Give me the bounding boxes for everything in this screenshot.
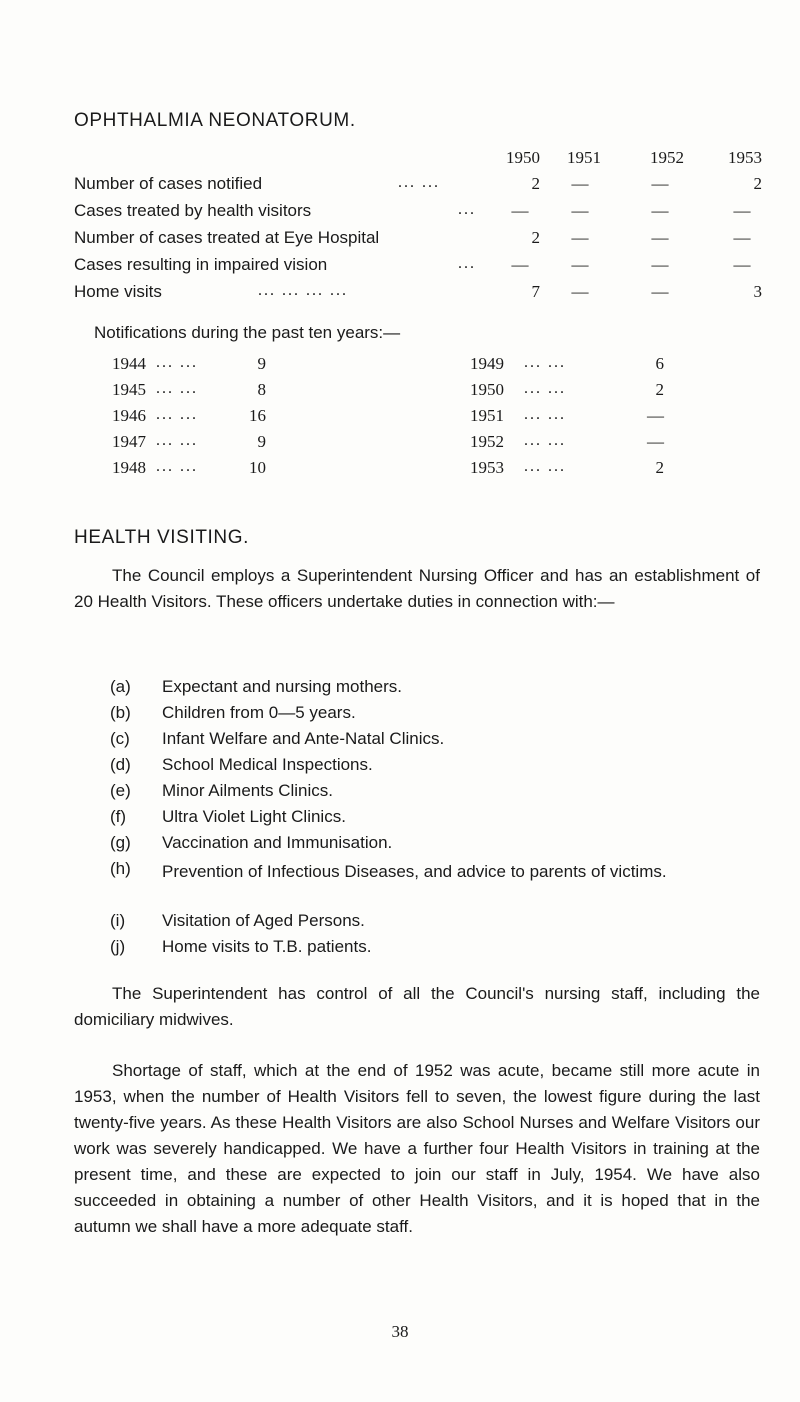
value-1950: —: [511, 201, 529, 220]
notification-year: 1951: [470, 406, 504, 425]
dot-leader: ... ...: [524, 458, 566, 475]
row-label: Cases resulting in impaired vision: [74, 255, 328, 274]
notification-year: 1946: [112, 406, 146, 425]
item-text: Children from 0—5 years.: [162, 703, 356, 722]
value-1952: —: [651, 201, 669, 220]
dot-leader: ... ...: [156, 354, 198, 371]
item-text: Visitation of Aged Persons.: [162, 911, 365, 930]
value-1951: —: [571, 255, 589, 274]
item-letter: (f): [110, 807, 127, 826]
notification-count: 8: [257, 380, 266, 399]
row-label: Cases treated by health visitors: [74, 201, 312, 220]
item-text: School Medical Inspections.: [162, 755, 373, 774]
notification-count: 16: [249, 406, 266, 425]
notification-count: 6: [655, 354, 664, 373]
row-label: Number of cases treated at Eye Hospital: [74, 228, 380, 247]
dot-leader: ... ...: [524, 354, 566, 371]
notification-year: 1947: [112, 432, 146, 451]
item-text: Minor Ailments Clinics.: [162, 781, 333, 800]
value-1951: —: [571, 201, 589, 220]
value-1952: —: [651, 282, 669, 301]
dot-leader: ... ...: [156, 458, 198, 475]
notification-year: 1949: [470, 354, 504, 373]
intro-paragraph: The Council employs a Superintendent Nursing Officer and has an establishment of 20 Health Visitors. These officers undertake duties in connection with:—: [74, 566, 760, 611]
notification-year: 1945: [112, 380, 146, 399]
notification-year: 1953: [470, 458, 504, 477]
item-text: Prevention of Infectious Diseases, and advice to parents of victims.: [162, 862, 667, 881]
year-header: 1950: [506, 148, 540, 167]
year-header: 1953: [728, 148, 762, 167]
page-number: 38: [391, 1322, 409, 1341]
section-title-health-visiting: HEALTH VISITING.: [74, 527, 249, 548]
control-paragraph: The Superintendent has control of all the Council's nursing staff, including the domiciliary midwives.: [74, 984, 760, 1029]
notification-count: —: [647, 406, 664, 425]
value-1952: —: [651, 255, 669, 274]
item-text: Ultra Violet Light Clinics.: [162, 807, 346, 826]
value-1950: 2: [531, 228, 540, 247]
dot-leader: ... ... ... ...: [258, 282, 348, 299]
value-1951: —: [571, 282, 589, 301]
item-letter: (d): [110, 755, 131, 774]
notification-year: 1950: [470, 380, 504, 399]
dot-leader: ... ...: [156, 432, 198, 449]
notification-count: 9: [257, 354, 266, 373]
item-letter: (i): [110, 911, 126, 930]
item-text: Vaccination and Immunisation.: [162, 833, 393, 852]
notification-year: 1952: [470, 432, 504, 451]
value-1952: —: [651, 228, 669, 247]
notification-count: —: [647, 432, 664, 451]
notifications-heading: Notifications during the past ten years:—: [94, 323, 401, 342]
value-1950: 2: [531, 174, 540, 193]
dot-leader: ... ...: [524, 406, 566, 423]
item-letter: (a): [110, 677, 131, 696]
dot-leader: ... ...: [156, 380, 198, 397]
notification-count: 2: [655, 458, 664, 477]
item-text: Home visits to T.B. patients.: [162, 937, 372, 956]
value-1953: —: [733, 201, 751, 220]
item-letter: (g): [110, 833, 131, 852]
value-1950: 7: [531, 282, 540, 301]
row-label: Home visits: [74, 282, 162, 301]
dot-leader: ...: [458, 255, 476, 272]
notification-year: 1944: [112, 354, 146, 373]
row-label: Number of cases notified: [74, 174, 263, 193]
item-letter: (h): [110, 859, 131, 878]
dot-leader: ... ...: [156, 406, 198, 423]
notification-count: 2: [655, 380, 664, 399]
item-letter: (b): [110, 703, 131, 722]
value-1950: —: [511, 255, 529, 274]
year-header: 1951: [567, 148, 601, 167]
value-1951: —: [571, 174, 589, 193]
value-1951: —: [571, 228, 589, 247]
year-header: 1952: [650, 148, 684, 167]
staffing-paragraph: Shortage of staff, which at the end of 1952 was acute, became still more acute in 1953, when the number of Health Visitors fell to seven, the lowest figure during the last twenty-five years. As these Health Visitors are also School Nurses and Welfare Visitors our work was severely handicapped. We have a further four Health Visitors in training at the present time, and these are expected to join our staff in July, 1954. We have also succeeded in obtaining a number of other Health Visitors, and it is hoped that in the autumn we shall have a more adequate staff.: [74, 1061, 760, 1236]
value-1953: 2: [753, 174, 762, 193]
value-1953: 3: [753, 282, 762, 301]
dot-leader: ... ...: [524, 432, 566, 449]
item-text: Infant Welfare and Ante-Natal Clinics.: [162, 729, 445, 748]
notification-count: 10: [249, 458, 266, 477]
item-letter: (j): [110, 937, 126, 956]
item-letter: (c): [110, 729, 130, 748]
notification-count: 9: [257, 432, 266, 451]
item-text: Expectant and nursing mothers.: [162, 677, 403, 696]
value-1953: —: [733, 255, 751, 274]
section-title-ophthalmia: OPHTHALMIA NEONATORUM.: [74, 110, 356, 131]
value-1953: —: [733, 228, 751, 247]
value-1952: —: [651, 174, 669, 193]
notification-year: 1948: [112, 458, 146, 477]
dot-leader: ...: [458, 201, 476, 218]
dot-leader: ... ...: [398, 174, 440, 191]
dot-leader: ... ...: [524, 380, 566, 397]
item-letter: (e): [110, 781, 131, 800]
